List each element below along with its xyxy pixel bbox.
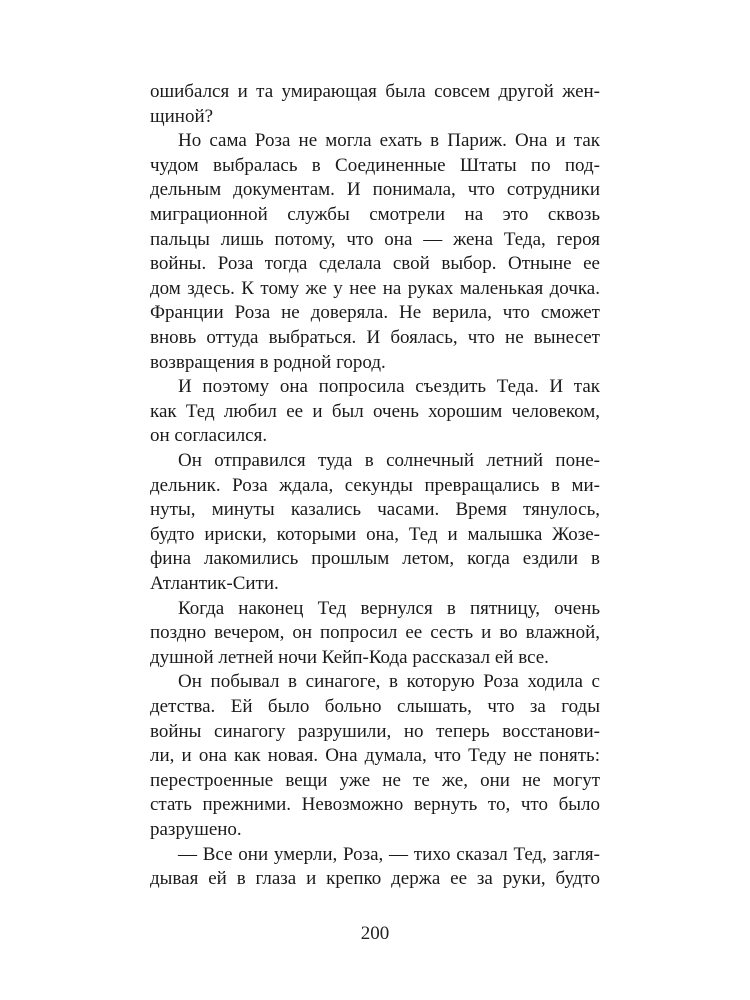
text-line: И поэтому она попросила съездить Теда. И так xyxy=(178,376,600,398)
book-page xyxy=(150,80,600,980)
text-line: дельник. Роза ждала, секунды превращались в ми- xyxy=(150,474,600,496)
text-line: Он отправился туда в солнечный летний поне- xyxy=(178,450,600,471)
text-line: миграционной службы смотрели на это сквозь xyxy=(150,204,600,225)
text-line: — Все они умерли, Роза, — тихо сказал Тед, загля- xyxy=(178,843,600,865)
text-line: возвращения в родной город. xyxy=(150,351,386,373)
text-line: стать прежними. Невозможно вернуть то, что было xyxy=(150,794,600,816)
text-line: детства. Ей было больно слышать, что за годы xyxy=(150,696,600,717)
text-line: дывая ей в глаза и крепко держа ее за руки, будто xyxy=(150,868,600,890)
text-line: Атлантик-Сити. xyxy=(150,573,279,594)
text-line: ошибался и та умирающая была совсем другой жен- xyxy=(150,81,600,102)
text-line: вновь оттуда выбраться. И боялась, что не вынесет xyxy=(150,327,600,348)
text-line: перестроенные вещи уже не те же, они не могут xyxy=(150,769,600,791)
text-line: будто ириски, которыми она, Тед и малышка Жозе- xyxy=(150,523,600,545)
text-line: поздно вечером, он попросил ее сесть и во влажной, xyxy=(150,622,600,644)
text-line: Когда наконец Тед вернулся в пятницу, очень xyxy=(178,597,600,619)
text-line: душной летней ночи Кейп-Кода рассказал ей все. xyxy=(150,646,549,668)
text-line: дельным документам. И понимала, что сотрудники xyxy=(150,179,600,201)
text-line: Он побывал в синагоге, в которую Роза ходила с xyxy=(178,671,600,693)
text-line: Но сама Роза не могла ехать в Париж. Она и так xyxy=(178,130,600,152)
text-line: пальцы лишь потому, что она — жена Теда, героя xyxy=(150,228,600,250)
text-line: войны синагогу разрушили, но теперь восстанови- xyxy=(150,720,600,742)
text-line: ли, и она как новая. Она думала, что Теду не понять: xyxy=(150,745,600,767)
text-line: Франции Роза не доверяла. Не верила, что сможет xyxy=(150,302,600,324)
text-line: дом здесь. К тому же у нее на руках маленькая дочка. xyxy=(150,277,600,299)
text-line: войны. Роза тогда сделала свой выбор. Отныне ее xyxy=(150,253,600,275)
text-line: нуты, минуты казались часами. Время тянулось, xyxy=(150,499,600,521)
text-line: фина лакомились прошлым летом, когда ездили в xyxy=(150,548,600,570)
text-line: разрушено. xyxy=(150,819,242,840)
text-line: как Тед любил ее и был очень хорошим человеком, xyxy=(150,400,600,422)
text-line: щиной? xyxy=(150,105,214,127)
page-number: 200 xyxy=(360,923,390,944)
text-line: он согласился. xyxy=(150,425,268,447)
text-line: чудом выбралась в Соединенные Штаты по под- xyxy=(150,154,600,176)
